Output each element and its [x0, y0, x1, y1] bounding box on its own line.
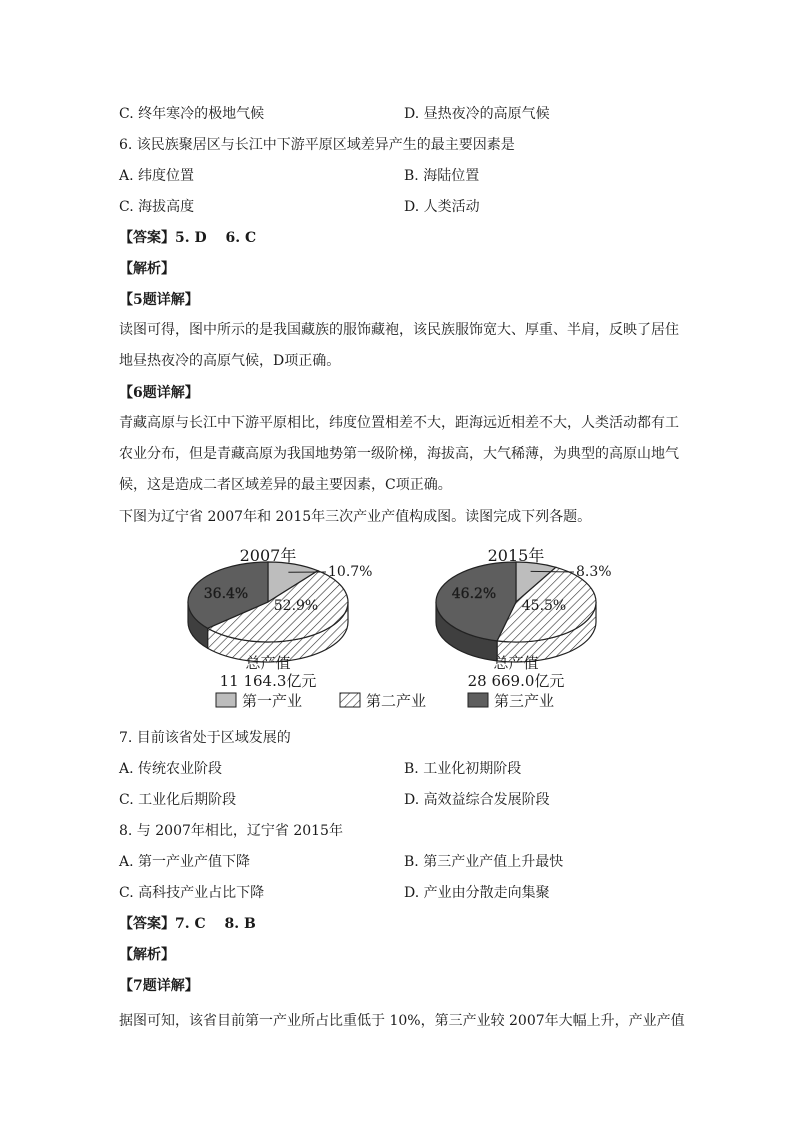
analysis-label-1: 【解析】 — [119, 261, 175, 277]
data-label-slice-secondary: 52.9% — [273, 598, 319, 614]
q8-option-b: B. 第三产业产值上升最快 — [404, 854, 564, 870]
pie-chart-2015 — [436, 546, 612, 690]
q5-detail-text: 读图可得，图中所示的是我国藏族的服饰藏袍，该民族服饰宽大、厚重、半肩，反映了居住地昼热夜冷的高原气候，D项正确。 — [119, 322, 679, 369]
legend-label: 第三产业 — [494, 692, 555, 710]
q8-option-d: D. 产业由分散走向集聚 — [404, 885, 550, 901]
data-label-slice-primary: 8.3% — [576, 564, 612, 580]
chart-title: 2007年 — [239, 546, 297, 565]
q6-detail-text: 青藏高原与长江中下游平原相比，纬度位置相差不大，距海远近相差不大，人类活动都有工农业分布，但是青藏高原为我国地势第一级阶梯，海拔高，大气稀薄，为典型的高原山地气候，这是造成二者区域差异的最主要因素，C项正确。 — [119, 415, 679, 493]
data-label-slice-secondary: 45.5% — [521, 598, 567, 614]
q5-option-d: D. 昼热夜冷的高原气候 — [404, 106, 550, 122]
pie-charts-figure — [180, 540, 620, 715]
legend-label: 第一产业 — [242, 692, 303, 710]
answer-7-8: 【答案】7. C 8. B — [119, 916, 256, 932]
q6-option-b: B. 海陆位置 — [404, 168, 480, 184]
legend-label: 第二产业 — [366, 692, 427, 710]
q6-stem: 6. 该民族聚居区与长江中下游平原区域差异产生的最主要因素是 — [119, 137, 515, 153]
q8-option-a: A. 第一产业产值下降 — [119, 854, 251, 870]
q5-detail-label: 【5题详解】 — [119, 292, 199, 308]
q6-detail-label: 【6题详解】 — [119, 385, 199, 401]
q6-option-a: A. 纬度位置 — [119, 168, 195, 184]
q7-detail-text: 据图可知，该省目前第一产业所占比重低于 10%，第三产业较 2007年大幅上升，产业产值 — [119, 1013, 685, 1029]
total-value: 11 164.3亿元 — [219, 672, 317, 690]
q7-option-a: A. 传统农业阶段 — [119, 761, 223, 777]
data-label-slice-tertiary: 36.4% — [203, 586, 249, 602]
total-label: 总产值 — [245, 654, 291, 672]
q5-option-c: C. 终年寒冷的极地气候 — [119, 106, 265, 122]
legend-swatch-secondary — [340, 693, 360, 707]
total-label: 总产值 — [493, 654, 539, 672]
chart-legend — [216, 692, 554, 710]
analysis-label-2: 【解析】 — [119, 947, 175, 963]
q8-stem: 8. 与 2007年相比，辽宁省 2015年 — [119, 823, 343, 839]
total-value: 28 669.0亿元 — [467, 672, 565, 690]
q6-option-c: C. 海拔高度 — [119, 199, 195, 215]
chart-intro: 下图为辽宁省 2007年和 2015年三次产业产值构成图。读图完成下列各题。 — [119, 509, 592, 525]
data-label-slice-primary: 10.7% — [328, 564, 373, 580]
answer-5-6: 【答案】5. D 6. C — [119, 230, 257, 246]
legend-swatch-primary — [216, 693, 236, 707]
q7-option-b: B. 工业化初期阶段 — [404, 761, 522, 777]
legend-swatch-tertiary — [468, 693, 488, 707]
q7-option-d: D. 高效益综合发展阶段 — [404, 792, 550, 808]
q7-detail-label: 【7题详解】 — [119, 978, 199, 994]
leader-line — [531, 571, 574, 572]
data-label-slice-tertiary: 46.2% — [451, 586, 497, 602]
pie-chart-2007 — [188, 546, 372, 690]
q8-option-c: C. 高科技产业占比下降 — [119, 885, 265, 901]
q7-stem: 7. 目前该省处于区域发展的 — [119, 730, 291, 746]
q7-option-c: C. 工业化后期阶段 — [119, 792, 237, 808]
q6-option-d: D. 人类活动 — [404, 199, 480, 215]
chart-title: 2015年 — [487, 546, 545, 565]
